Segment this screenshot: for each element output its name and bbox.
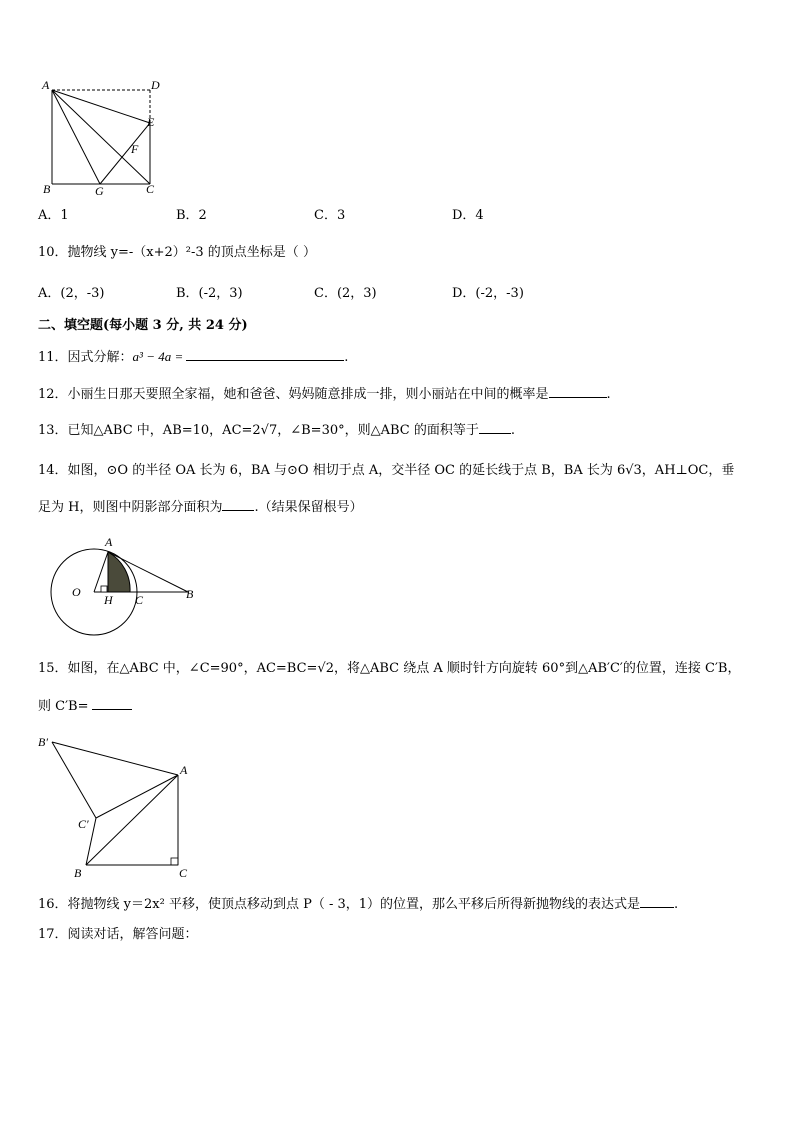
label-b: B bbox=[186, 587, 194, 601]
q15-blank bbox=[92, 697, 132, 710]
q12 bbox=[38, 385, 611, 404]
q14-blank bbox=[222, 498, 254, 511]
label-b: B bbox=[43, 182, 51, 196]
figure-circle-tangent bbox=[38, 532, 208, 642]
label-f: F bbox=[131, 142, 139, 156]
q11-blank bbox=[186, 348, 344, 361]
label-b: B bbox=[74, 866, 82, 880]
q13-end: . bbox=[510, 423, 516, 438]
label-c-prime: C′ bbox=[78, 817, 89, 831]
q9-option-d: D．4 bbox=[452, 208, 484, 223]
q16-end: . bbox=[674, 897, 679, 912]
label-a: A bbox=[180, 763, 188, 777]
q9-option-c: C．3 bbox=[314, 208, 346, 223]
q12-end: . bbox=[606, 387, 611, 402]
q13-text: 13．已知△ABC 中，AB=10，AC=2√7，∠B=30°，则△ABC 的面积等于 bbox=[38, 423, 479, 438]
q17-text: 17．阅读对话，解答问题： bbox=[38, 927, 198, 942]
q10-option-c: C．(2，3) bbox=[314, 286, 377, 301]
q11-prefix: 11．因式分解： bbox=[38, 350, 133, 365]
q15-line2 bbox=[38, 697, 132, 716]
q9-option-b: B．2 bbox=[176, 208, 207, 223]
q12-blank bbox=[549, 385, 607, 398]
q9-option-a: A．1 bbox=[38, 208, 69, 223]
q14-line2 bbox=[38, 498, 363, 517]
section-heading: 二、填空题(每小题 3 分, 共 24 分) bbox=[38, 318, 248, 333]
q16 bbox=[38, 895, 678, 914]
label-c: C bbox=[179, 866, 188, 880]
q11 bbox=[38, 348, 348, 367]
q16-text: 16．将抛物线 y＝2x² 平移，使顶点移动到点 P（ - 3，1）的位置，那么平移后所得新抛物线的表达式是 bbox=[38, 897, 641, 912]
q10-text: 10．抛物线 y=-（x+2）²-3 的顶点坐标是（ ） bbox=[38, 245, 316, 260]
label-d: D bbox=[151, 78, 160, 92]
label-c: C bbox=[146, 182, 155, 196]
label-c: C bbox=[135, 593, 144, 607]
q14-line2b: .（结果保留根号） bbox=[254, 500, 363, 515]
label-b-prime: B′ bbox=[38, 735, 48, 749]
q13 bbox=[38, 421, 515, 440]
q10-option-b: B．(-2，3) bbox=[176, 286, 243, 301]
label-e: E bbox=[147, 115, 155, 129]
q10-option-d: D．(-2，-3) bbox=[452, 286, 524, 301]
q11-end: . bbox=[344, 350, 349, 365]
q16-blank bbox=[640, 895, 674, 908]
q11-expr: a³ − 4a = bbox=[132, 349, 184, 364]
q14-line1: 14．如图，⊙O 的半径 OA 长为 6，BA 与⊙O 相切于点 A，交半径 OC 的延长线于点 B，BA 长为 6√3，AH⊥OC，垂 bbox=[38, 463, 735, 478]
label-a: A bbox=[105, 535, 113, 549]
label-h: H bbox=[104, 593, 113, 607]
figure-square-abcd bbox=[38, 76, 168, 200]
q12-text: 12．小丽生日那天要照全家福，她和爸爸、妈妈随意排成一排，则小丽站在中间的概率是 bbox=[38, 387, 549, 402]
q15-line2-text: 则 C′B= bbox=[38, 699, 89, 714]
q14-line2a: 足为 H，则图中阴影部分面积为 bbox=[38, 500, 223, 515]
figure-rotated-triangle bbox=[38, 730, 198, 880]
label-o: O bbox=[72, 585, 81, 599]
q13-blank bbox=[479, 421, 511, 434]
q15-line1: 15．如图，在△ABC 中，∠C=90°，AC=BC=√2，将△ABC 绕点 A 顺时针方向旋转 60°到△AB′C′的位置，连接 C′B， bbox=[38, 661, 741, 676]
label-a: A bbox=[42, 78, 50, 92]
q10-option-a: A．(2，-3) bbox=[38, 286, 105, 301]
label-g: G bbox=[95, 184, 104, 198]
